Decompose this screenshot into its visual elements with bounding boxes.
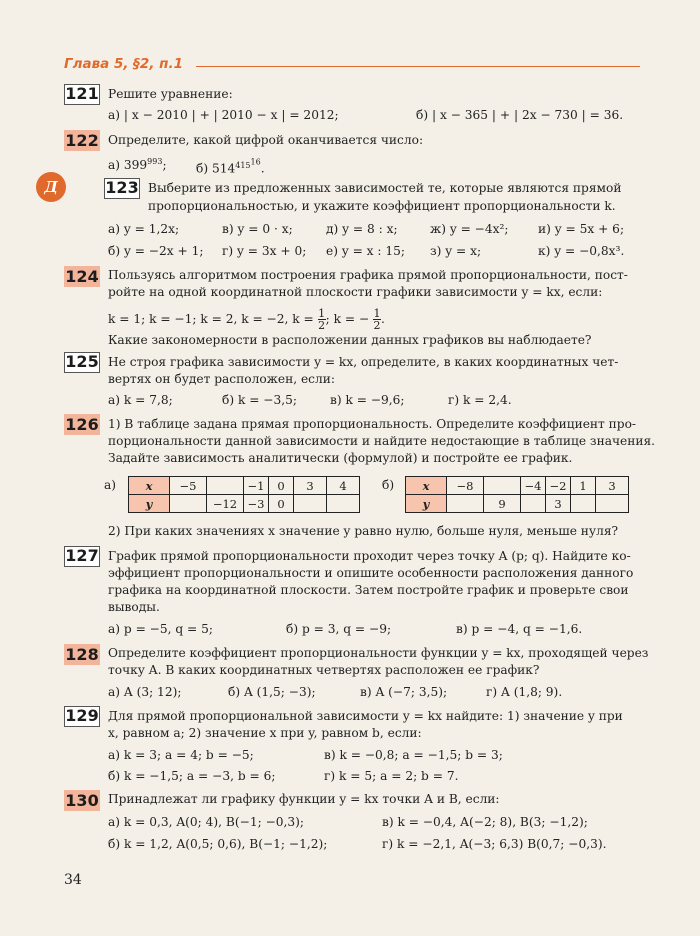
problem-124-k-values: k = 1; k = −1; k = 2, k = −2, $k = \frac{1}{2}$ ; k = − $\frac{1}{2}$ . bbox=[108, 307, 385, 332]
problem-129-option: г) k = 5; a = 2; b = 7. bbox=[324, 769, 459, 783]
problem-127-option: а) p = −5, q = 5; bbox=[108, 622, 213, 636]
problem-126-question2: 2) При каких значениях x значение y равно нулю, больше нуля, меньше нуля? bbox=[108, 524, 619, 538]
table-cell: −1 bbox=[244, 477, 269, 495]
problem-123-option: ж) y = −4x²; bbox=[430, 222, 509, 236]
value-table-b bbox=[405, 476, 629, 513]
problem-129-option: б) k = −1,5; a = −3, b = 6; bbox=[108, 769, 276, 783]
problem-129-line2: x, равном a; 2) значение x при y, равном b, если: bbox=[108, 726, 422, 740]
problem-122-a: а) $399^{993}$; bbox=[108, 157, 167, 173]
table-cell bbox=[447, 495, 484, 513]
table-cell bbox=[327, 495, 360, 513]
table-a-label: а) bbox=[104, 478, 117, 492]
problem-130-option: а) k = 0,3, A(0; 4), B(−1; −0,3); bbox=[108, 815, 305, 829]
problem-126-line2: порциональности данной зависимости и найдите недостающие в таблице значения. bbox=[108, 434, 656, 448]
table-cell: −2 bbox=[546, 477, 571, 495]
problem-123-option: е) y = x : 15; bbox=[326, 244, 406, 258]
problem-128-option: г) A (1,8; 9). bbox=[486, 685, 563, 699]
problem-129-option: в) k = −0,8; a = −1,5; b = 3; bbox=[324, 748, 503, 762]
table-cell: 0 bbox=[269, 477, 294, 495]
problem-128-option: б) A (1,5; −3); bbox=[228, 685, 316, 699]
table-cell bbox=[170, 495, 207, 513]
problem-123-option: б) y = −2x + 1; bbox=[108, 244, 204, 258]
table-cell: −4 bbox=[521, 477, 546, 495]
problem-123-option: и) y = 5x + 6; bbox=[538, 222, 625, 236]
problem-125-option: в) k = −9,6; bbox=[330, 393, 405, 407]
fraction-one-half: $\frac{1}{2}$ bbox=[373, 307, 381, 332]
table-cell bbox=[484, 477, 521, 495]
problem-123-option: г) y = 3x + 0; bbox=[222, 244, 307, 258]
fraction-one-half: $\frac{1}{2}$ bbox=[318, 307, 326, 332]
problem-number-123: 123 bbox=[105, 178, 139, 197]
table-cell: −5 bbox=[170, 477, 207, 495]
table-cell: −12 bbox=[207, 495, 244, 513]
problem-number-130: 130 bbox=[65, 791, 99, 810]
problem-123-option: д) y = 8 : x; bbox=[326, 222, 398, 236]
problem-number-126: 126 bbox=[65, 415, 99, 434]
table-cell: 3 bbox=[546, 495, 571, 513]
problem-123-option: з) y = x; bbox=[430, 244, 482, 258]
chapter-header: Глава 5, §2, п.1 bbox=[64, 56, 183, 72]
problem-127-line4: выводы. bbox=[108, 600, 160, 614]
problem-125-option: г) k = 2,4. bbox=[448, 393, 512, 407]
problem-127-option: б) p = 3, q = −9; bbox=[286, 622, 392, 636]
problem-130-option: в) k = −0,4, A(−2; 8), B(3; −1,2); bbox=[382, 815, 588, 829]
problem-130-option: г) k = −2,1, A(−3; 6,3) B(0,7; −0,3). bbox=[382, 837, 607, 851]
problem-124-line2: ройте на одной координатной плоскости графики зависимости y = kx, если: bbox=[108, 285, 603, 299]
problem-number-125: 125 bbox=[65, 352, 99, 371]
problem-128-option: в) A (−7; 3,5); bbox=[360, 685, 448, 699]
problem-number-128: 128 bbox=[65, 645, 99, 664]
value-table-a bbox=[128, 476, 360, 513]
problem-121-title: Решите уравнение: bbox=[108, 87, 233, 101]
problem-130-option: б) k = 1,2, A(0,5; 0,6), B(−1; −1,2); bbox=[108, 837, 328, 851]
problem-124-question: Какие закономерности в расположении данных графиков вы наблюдаете? bbox=[108, 333, 592, 347]
problem-number-129: 129 bbox=[65, 706, 99, 725]
problem-130-title: Принадлежат ли графику функции y = kx точки A и B, если: bbox=[108, 792, 500, 806]
problem-123-line2: пропорциональностью, и укажите коэффициент пропорциональности k. bbox=[148, 199, 616, 213]
table-cell: x bbox=[129, 477, 170, 495]
problem-number-121: 121 bbox=[65, 84, 99, 103]
problem-125-option: а) k = 7,8; bbox=[108, 393, 173, 407]
table-cell bbox=[571, 495, 596, 513]
table-row bbox=[406, 477, 629, 495]
problem-121-b: б) | x − 365 | + | 2x − 730 | = 36. bbox=[416, 108, 624, 122]
table-cell bbox=[521, 495, 546, 513]
problem-122-b: б) $514^{415^{16}}$. bbox=[196, 157, 265, 176]
problem-123-line1: Выберите из предложенных зависимостей те, которые являются прямой bbox=[148, 181, 622, 195]
problem-123-option: в) y = 0 · x; bbox=[222, 222, 293, 236]
problem-125-option: б) k = −3,5; bbox=[222, 393, 298, 407]
table-cell: 0 bbox=[269, 495, 294, 513]
problem-number-122: 122 bbox=[65, 131, 99, 150]
problem-122-title: Определите, какой цифрой оканчивается число: bbox=[108, 133, 424, 147]
problem-123-option: а) y = 1,2x; bbox=[108, 222, 180, 236]
table-cell bbox=[596, 495, 629, 513]
problem-127-option: в) p = −4, q = −1,6. bbox=[456, 622, 583, 636]
page-number: 34 bbox=[64, 872, 82, 888]
problem-127-line3: графика на координатной плоскости. Затем постройте график и проверьте свои bbox=[108, 583, 629, 597]
table-row bbox=[406, 495, 629, 513]
table-cell: 3 bbox=[596, 477, 629, 495]
problem-129-line1: Для прямой пропорциональной зависимости y = kx найдите: 1) значение y при bbox=[108, 709, 623, 723]
table-cell: 4 bbox=[327, 477, 360, 495]
problem-129-option: а) k = 3; a = 4; b = −5; bbox=[108, 748, 254, 762]
header-rule bbox=[196, 66, 640, 67]
problem-128-option: а) A (3; 12); bbox=[108, 685, 182, 699]
table-cell: y bbox=[406, 495, 447, 513]
problem-125-line2: вертях он будет расположен, если: bbox=[108, 372, 335, 386]
table-cell: −3 bbox=[244, 495, 269, 513]
problem-125-line1: Не строя графика зависимости y = kx, определите, в каких координатных чет- bbox=[108, 355, 619, 369]
problem-124-line1: Пользуясь алгоритмом построения графика прямой пропорциональности, пост- bbox=[108, 268, 628, 282]
problem-number-124: 124 bbox=[65, 267, 99, 286]
table-cell: 1 bbox=[571, 477, 596, 495]
table-cell bbox=[207, 477, 244, 495]
problem-128-line2: точку A. В каких координатных четвертях расположен ее график? bbox=[108, 663, 540, 677]
problem-number-127: 127 bbox=[65, 546, 99, 565]
problem-126-line3: Задайте зависимость аналитически (формулой) и постройте ее график. bbox=[108, 451, 573, 465]
table-cell: y bbox=[129, 495, 170, 513]
additional-task-badge: Д bbox=[36, 172, 66, 202]
problem-127-line1: График прямой пропорциональности проходит через точку A (p; q). Найдите ко- bbox=[108, 549, 631, 563]
problem-127-line2: эффициент пропорциональности и опишите особенности расположения данного bbox=[108, 566, 634, 580]
table-cell: 3 bbox=[294, 477, 327, 495]
problem-123-option: к) y = −0,8x³. bbox=[538, 244, 625, 258]
table-row bbox=[129, 495, 360, 513]
table-cell: x bbox=[406, 477, 447, 495]
problem-126-line1: 1) В таблице задана прямая пропорциональность. Определите коэффициент про- bbox=[108, 417, 637, 431]
table-cell: −8 bbox=[447, 477, 484, 495]
table-cell: 9 bbox=[484, 495, 521, 513]
table-b-label: б) bbox=[382, 478, 395, 492]
table-row bbox=[129, 477, 360, 495]
problem-121-a: а) | x − 2010 | + | 2010 − x | = 2012; bbox=[108, 108, 339, 122]
table-cell bbox=[294, 495, 327, 513]
problem-128-line1: Определите коэффициент пропорциональности функции y = kx, проходящей через bbox=[108, 646, 649, 660]
